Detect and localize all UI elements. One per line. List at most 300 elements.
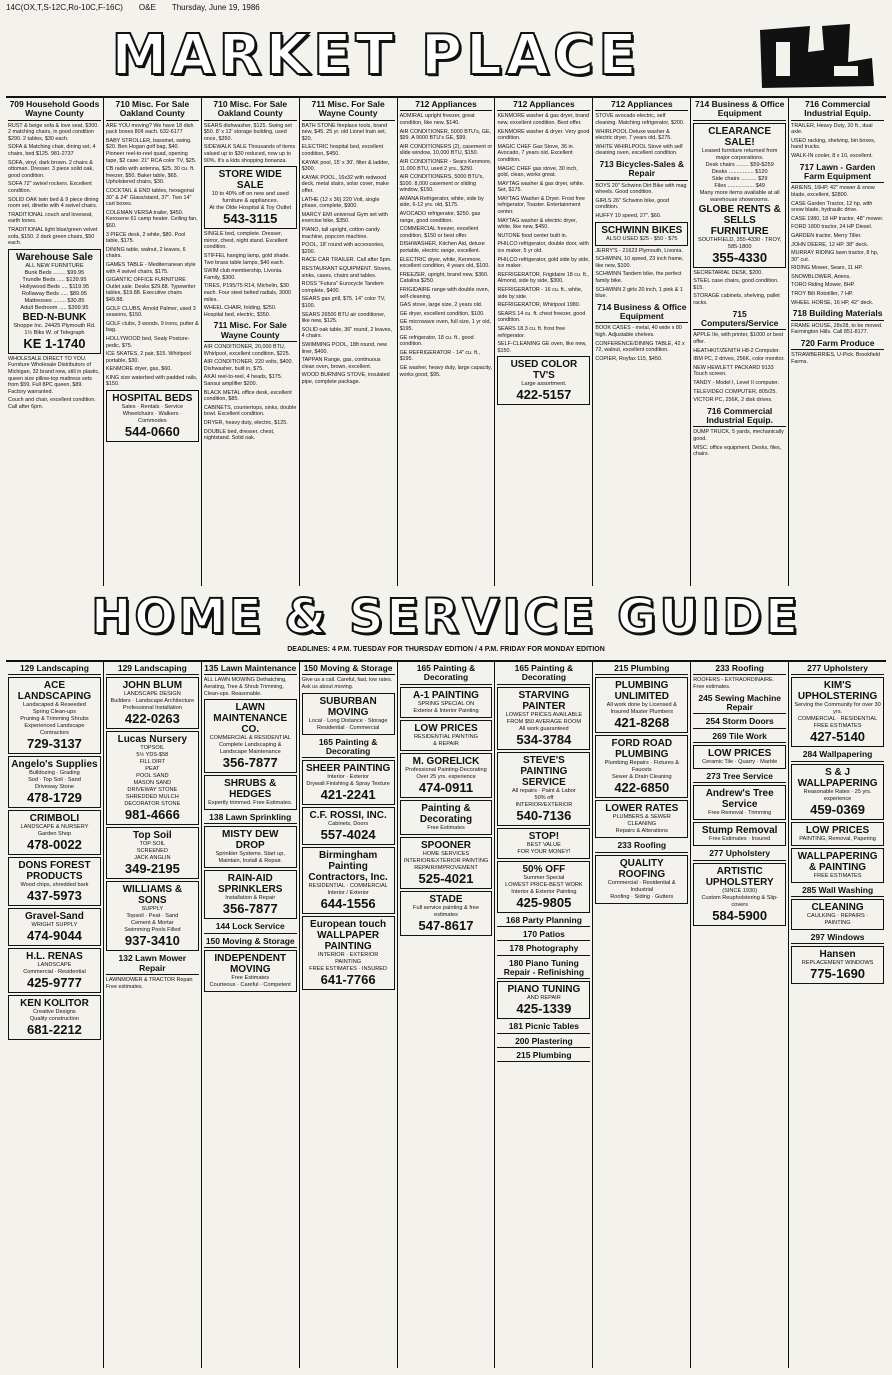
ad-box-store: GLOBE RENTS & SELLS FURNITURE xyxy=(698,203,781,237)
ad-box-line: SCREENED xyxy=(136,848,168,855)
classified-ad: ICE SKATES, 2 pair, $15. Whirlpool portable, $30. xyxy=(105,351,191,364)
ad-box-line: Exterior & Interior Painting xyxy=(413,707,479,714)
ad-box-title: S & J WALLPAPERING xyxy=(797,766,878,789)
ad-box xyxy=(302,807,395,845)
classified-ad: SOFA 72" swivel rockers. Excellent condition. xyxy=(8,181,92,195)
classified-ad: ROSS "Futura" Eurocycle Tandem complete, $400. xyxy=(301,281,384,294)
classified-ad: CABINETS, countertops, sinks, double bowl. Excellent condition. xyxy=(203,404,297,418)
ad-box-line: Landscaped & Reseeded xyxy=(23,702,86,709)
classified-ad: DISHWASHER, Kitchen Aid, deluxe portable, electric range, excellent. xyxy=(399,241,485,255)
ad-box-line: Free Estimates xyxy=(231,975,270,982)
ad-box-phone: 422-0263 xyxy=(124,711,180,727)
ad-box xyxy=(595,800,688,838)
ad-box-line: Spring Clean-ups xyxy=(32,709,77,716)
ad-box-title: SHRUBS & HEDGES xyxy=(224,778,277,801)
ad-box-line: Pruning & Trimming Shrubs xyxy=(20,716,89,723)
classified-ad: SINGLE bed, complete. Dresser, mirror, chest, night stand. Excellent condition. xyxy=(203,231,288,251)
classified-ad: MAGIC CHEF Gas Stove, 36 in. Avocado, 7 years old. Excellent condition. xyxy=(497,143,575,163)
ad-box-line: ALL NEW FURNITURE xyxy=(25,262,84,269)
ad-box-line: Garden Shop xyxy=(37,831,72,838)
ad-box-line: ALSO USED $25 - $50 - $75 xyxy=(606,235,678,242)
classified-ad: RUST & beige sofa & love seat, $300. 2 matching chairs, in good condition $290. 2 tables, $30 each. xyxy=(8,122,99,142)
ad-box-title: FORD ROAD PLUMBING xyxy=(611,738,673,761)
category-heading: 150 Moving & Storage xyxy=(302,663,395,675)
category-heading: 233 Roofing xyxy=(595,840,688,852)
classified-ad: FREEZER, upright, brand new, $360. Catalina $250. xyxy=(399,271,489,285)
category-heading: 181 Picnic Tables xyxy=(497,1021,590,1033)
ad-box-line: FOR YOUR MONEY! xyxy=(517,848,571,855)
guide-columns xyxy=(6,660,886,1368)
ad-box-line: (SINCE 1930) xyxy=(722,887,758,894)
ad-box-title: RAIN-AID SPRINKLERS xyxy=(218,873,283,896)
ad-box-title: Stump Removal xyxy=(701,825,778,837)
category-heading: 285 Wall Washing xyxy=(791,885,884,897)
classified-ad: NUTONE food center built in. xyxy=(497,232,568,239)
ad-box-line: Installation & Repair xyxy=(225,895,276,902)
classified-ad: PIANO, tall upright, cotton candy machine, popcorn machine. xyxy=(301,227,380,240)
classified-ad: HEATHKIT/ZENITH H8-2 Computer. xyxy=(693,347,780,354)
ad-box-line: Plumbing Repairs · Fixtures & Faucets xyxy=(604,760,679,774)
classified-ad: TORO Riding Mower, 8HP. xyxy=(791,282,856,289)
ad-box-line: Cement & Mortar xyxy=(131,920,174,927)
ad-box-phone: KE 1-1740 xyxy=(23,335,86,351)
classified-ad: WHOLESALE DIRECT TO YOU. Furniture Wholesale Distributors of Michigan, 32 brand new, still in plastic, queen size pillow-top mattress sets from $59. Full 8PC queen, $89. Factory warranted. xyxy=(8,355,100,395)
ad-box xyxy=(693,863,786,926)
ad-box-line: Commercial · Residential & Industrial xyxy=(607,879,676,893)
ad-box-phone: 356-7877 xyxy=(222,901,278,917)
ad-box-title: INDEPENDENT MOVING xyxy=(214,953,287,976)
classified-ad: FORD 1800 tractor, 24 HP Diesel. xyxy=(791,224,873,231)
ad-box-line: SHREDDED MULCH xyxy=(125,794,179,801)
column xyxy=(202,662,300,1368)
ad-box-line: Repairs & Alterations xyxy=(615,828,668,835)
classified-ad: STORAGE cabinets, shelving, pallet racks. xyxy=(693,293,780,307)
column xyxy=(789,98,886,586)
ad-box-title: DONS FOREST PRODUCTS xyxy=(18,860,91,883)
ad-box xyxy=(791,946,884,984)
classified-ad: WOOD BURNING STOVE, insulated pipe, complete package. xyxy=(301,372,390,385)
ad-box-line: REPAIR/IMPROVEMENT xyxy=(414,864,478,871)
ad-box-line: Expertly trimmed. Free Estimates. xyxy=(208,800,293,807)
classified-ad: AMANA Refrigerator, white, side by side, 6-12 yrs. old, $175. xyxy=(399,195,484,209)
classified-ad: WHITE WHIRLPOOL Stove with self cleaning oven, excellent condition. xyxy=(595,143,683,157)
classified-ad: ROOFERS - EXTRAORDINAIRE. Free estimates. xyxy=(693,677,775,690)
ad-box xyxy=(400,753,493,798)
ad-box-phone: 459-0369 xyxy=(810,801,866,817)
ad-box-line: Interior / Exterior xyxy=(327,890,369,897)
ad-box-title: LOW PRICES xyxy=(805,824,870,836)
classified-ad: WHEEL HORSE, 16 HP, 42" deck. xyxy=(791,299,874,306)
ad-box-line: 10 to 40% off on new and used furniture & appliances. xyxy=(211,191,289,205)
ad-box-line: FREE ESTIMATES xyxy=(813,723,862,730)
classified-ad: SNOWBLOWER, Ariens. xyxy=(791,273,851,280)
classified-ad: FRIGIDAIRE range with double oven, self-cleaning. xyxy=(399,287,490,300)
ad-box xyxy=(204,826,297,868)
classified-ad: APPLE IIe, with printer, $1000 or best offer. xyxy=(693,332,784,345)
folio: 14C(OX,T,S-12C,Ro-10C,F-16C) xyxy=(6,3,123,12)
ad-box xyxy=(497,687,590,750)
ad-box xyxy=(106,390,199,442)
category-heading: 135 Lawn Maintenance xyxy=(204,663,297,675)
guide-deadlines: DEADLINES: 4 P.M. TUESDAY FOR THURSDAY EDITION / 4 P.M. FRIDAY FOR MONDAY EDITION xyxy=(287,646,605,653)
ad-box xyxy=(791,822,884,846)
ad-box-title: STOP! xyxy=(528,830,560,842)
classified-ad: KAYAK POOL, 16x32 with redwood deck, metal stairs, solar cover, make offer. xyxy=(301,174,389,195)
ad-box-line: Full service painting & free estimates xyxy=(413,904,479,918)
column xyxy=(593,662,691,1368)
ad-box xyxy=(106,677,199,729)
classified-ad: AIR CONDITIONER, 220 volts, $400. Dishwasher, built in, $75. xyxy=(203,359,294,372)
ad-box-line: Sales · Rentals · Service xyxy=(121,404,184,411)
classified-ad: TRADITIONAL couch and loveseat, earth tones. xyxy=(8,211,93,225)
ad-box-line: Interior · Exterior xyxy=(327,774,369,781)
category-heading: 710 Misc. For Sale Oakland County xyxy=(106,99,199,121)
ad-box-line: Free Estimates xyxy=(427,824,465,831)
ad-box-title: Warehouse Sale xyxy=(16,251,93,263)
issue-date: Thursday, June 19, 1986 xyxy=(171,3,260,12)
ad-box xyxy=(302,760,395,805)
market-place-columns xyxy=(6,96,886,586)
category-heading: 284 Wallpapering xyxy=(791,749,884,761)
classified-ad: GE washer, heavy duty, large capacity, works good, $95. xyxy=(399,364,492,378)
category-heading: 129 Landscaping xyxy=(8,663,101,675)
ad-box-line: BEST VALUE xyxy=(526,841,561,848)
ad-box xyxy=(497,752,590,826)
classified-ad: GE microwave oven, full size, 1 yr old, $195. xyxy=(399,319,491,332)
ad-box-line: DECORATOR STONE xyxy=(124,801,181,808)
ad-box-phone: 641-7766 xyxy=(320,972,376,988)
ad-box xyxy=(400,687,493,718)
ad-box-line: Free Estimates · Insured xyxy=(709,836,771,843)
category-heading: 178 Photography xyxy=(497,943,590,955)
ad-box-line: FREE ESTIMATES xyxy=(813,872,862,879)
ad-box-phone: 937-3410 xyxy=(124,933,180,949)
ad-box xyxy=(204,775,297,810)
market-place-logo xyxy=(750,22,880,90)
ad-box-line: LOWEST PRICE-BEST WORK xyxy=(505,881,583,888)
ad-box-line: Over 25 yrs. experience xyxy=(416,773,476,780)
ad-box xyxy=(400,837,493,889)
ad-box-phone: 584-5900 xyxy=(712,907,768,923)
classified-ad: PHILCO refrigerator, gold side by side, ice maker. xyxy=(497,256,590,270)
category-heading: 711 Misc. For Sale Wayne County xyxy=(204,320,297,342)
column xyxy=(789,662,886,1368)
ad-box xyxy=(204,870,297,919)
ad-box-line: Large assortment. xyxy=(521,381,567,388)
ad-box-phone: 557-4024 xyxy=(320,827,376,843)
ad-box xyxy=(693,822,786,846)
ad-box-line: Topsoil · Peat · Sand xyxy=(126,913,179,920)
classified-ad: COPIER, Royfax 115, $450. xyxy=(595,355,663,362)
ad-box-title: PLUMBING UNLIMITED xyxy=(614,680,670,703)
ad-box-line: Ceramic Tile · Quarry · Marble xyxy=(702,758,778,765)
ad-box-title: European touch WALLPAPER PAINTING xyxy=(310,919,387,953)
ad-box xyxy=(595,677,688,733)
ad-box-phone: 478-1729 xyxy=(26,790,82,806)
ad-box-title: LOWER RATES xyxy=(605,803,679,815)
ad-box-title: ACE LANDSCAPING xyxy=(17,680,92,703)
ad-box-line: Driveway Stone xyxy=(34,784,75,791)
classified-ad: KING size waterbed with padded rails, $150. xyxy=(105,374,198,388)
ad-box-line: POOL SAND xyxy=(136,773,169,780)
ad-box-line: Residential · Commercial xyxy=(316,724,380,731)
category-heading: 215 Plumbing xyxy=(595,663,688,675)
classified-ad: GE REFRIGERATOR - 14" cu. ft., $195. xyxy=(399,349,481,363)
ad-box-line: TOPSOIL xyxy=(140,745,165,752)
ad-box-line: Courteous · Careful · Competent xyxy=(209,982,291,989)
classified-ad: REFRIGERATOR, Whirlpool 1980. xyxy=(497,302,581,309)
column xyxy=(593,98,691,586)
ad-box-line: Wood chips, shredded bark xyxy=(20,882,89,889)
classified-ad: CASE Garden Tractor, 12 hp, with snow blade, hydraulic drive. xyxy=(791,200,873,214)
classified-ad: Give us a call. Careful, fast, low rates. Ask us about moving. xyxy=(301,677,393,690)
ad-box-line: LANDSCAPE xyxy=(37,962,72,969)
classified-ad: FRAME HOUSE, 28x28, to be moved. Farmington Hills. Call 851-8177. xyxy=(791,322,883,336)
ad-box-line: Serving the Community for over 30 yrs. xyxy=(794,702,881,716)
classified-ad: ARE YOU moving? We have 18 dish pack boxes 80¢ each. 632-6177 xyxy=(105,122,194,136)
classified-ad: DRYER, heavy duty, electric, $125. xyxy=(203,420,288,426)
ad-box xyxy=(497,861,590,913)
classified-ad: RIDING Mower, Sears, 11 HP. xyxy=(791,265,863,272)
ad-box xyxy=(8,948,101,993)
classified-ad: AIR CONDITIONER, 5000 BTU's, GE, $99. A 9000 BTU's GE, $99. xyxy=(399,128,492,142)
ad-box-address: SOUTHFIELD, 355-4330 · TROY, 585-1800 xyxy=(697,236,782,250)
ad-box-line: RESIDENTIAL PAINTING xyxy=(413,733,479,740)
category-heading: 269 Tile Work xyxy=(693,731,786,743)
classified-ad: SWIM club membership, Livonia. Family, $300. xyxy=(203,268,283,281)
classified-ad: SCHWINN, 10 speed, 23 inch frame, like new, $100. xyxy=(595,256,684,269)
ad-box-title: ARTISTIC UPHOLSTERY xyxy=(705,865,774,888)
ad-box-line: DRIVEWAY STONE xyxy=(127,787,178,794)
ad-box xyxy=(400,891,493,936)
ad-box-line: At the Olde Hospital & Toy Outlet xyxy=(209,205,292,212)
classified-ad: TELEVIDEO COMPUTER, 805/25. xyxy=(693,388,777,395)
classified-ad: TANDY - Model I, Level II computer. xyxy=(693,379,780,386)
category-heading: 200 Plastering xyxy=(497,1036,590,1048)
classified-ad: GARDEN tractor, Merry Tiller. xyxy=(791,232,862,239)
ad-box-title: STEVE'S PAINTING SERVICE xyxy=(520,754,568,788)
ad-box-line: INTERIOR/EXTERIOR xyxy=(515,801,573,808)
classified-ad: WALK-IN cooler, 8 x 10, excellent. xyxy=(791,153,873,160)
ad-box-line: Custom Reupholstering & Slip-covers xyxy=(701,894,778,908)
ad-box xyxy=(791,677,884,747)
column xyxy=(6,98,104,586)
ad-box-phone: 534-3784 xyxy=(516,731,572,747)
classified-ad: MAGIC CHEF gas stove, 30 inch, gold, clean, works great. xyxy=(497,165,578,179)
ad-box xyxy=(204,950,297,992)
classified-ad: SWIMMING POOL, 18ft round, new liner, $400. xyxy=(301,341,388,355)
ad-box-line: AND REPAIR xyxy=(527,995,561,1002)
ad-box-line: INTERIOR/EXTERIOR PAINTING xyxy=(403,857,489,864)
ad-box-line: Reasonable Rates · 25 yrs. experience xyxy=(803,788,872,802)
ad-box-title: LOW PRICES xyxy=(414,722,478,734)
ad-box-line: Drywall Finishing & Spray Texture xyxy=(306,781,390,788)
ad-box-line: Swimming Pools Filled xyxy=(124,927,181,934)
column xyxy=(495,98,593,586)
classified-ad: KAYAK pool, 15' x 30', filter & ladder, $300. xyxy=(301,159,390,173)
classified-ad: CASE 1980, 18 HP tractor, 48" mower. xyxy=(791,215,884,222)
ad-box xyxy=(302,693,395,735)
classified-ad: AIR CONDITIONER - Sears Kenmore, 11,000 BTU, used 2 yrs., $250. xyxy=(399,158,492,172)
category-heading: 716 Commercial Industrial Equip. xyxy=(791,99,884,121)
ad-box-phone: 355-4330 xyxy=(712,249,768,265)
column xyxy=(300,662,398,1368)
classified-ad: MAYTAG Washer & Dryer. Frost free refrigerator, Toaster. Entertainment center. xyxy=(497,195,585,216)
ad-box-store: BED-N-BUNK xyxy=(22,311,87,323)
ad-box xyxy=(497,828,590,859)
classified-ad: TIRES, P195/75 R14, Michelin, $30 each. Four steel belted radials, 3000 miles. xyxy=(203,283,291,303)
ad-box-address: Shoppe Inc. 24425 Plymouth Rd. 1½ Blks W. of Telegraph xyxy=(13,322,96,336)
ad-box-title: Hansen xyxy=(819,949,856,961)
ad-box-phone: 525-4021 xyxy=(418,870,474,886)
category-heading: 277 Upholstery xyxy=(791,663,884,675)
ad-box-title: Andrew's Tree Service xyxy=(705,788,774,811)
ad-box-title: SHEER PAINTING xyxy=(305,763,391,775)
classified-ad: SEARS gas grill, $75. 14" color TV, $100. xyxy=(301,296,386,309)
ad-box-phone: 425-9805 xyxy=(516,894,572,910)
classified-ad: BATH STONE fireplace tools, brand new, $45. 25 yr. old Lionel train set, $20. xyxy=(301,122,388,142)
ad-box-title: MISTY DEW DROP xyxy=(221,829,279,852)
classified-ad: Couch and chair, excellent condition. Call after 6pm. xyxy=(8,397,96,410)
ad-box-line: Wheelchairs · Walkers · Commodes xyxy=(122,411,182,425)
classified-ad: SOLID oak table, 36" round, 2 leaves, 4 chairs. xyxy=(301,326,392,340)
category-heading: 165 Painting & Decorating xyxy=(302,737,395,759)
ad-box-line: Desk chairs ........ $59-$259 xyxy=(705,161,774,168)
ad-box xyxy=(204,699,297,773)
classified-ad: CB radio with antenna, $25. 30 cu. ft. freezer, $50. Baker table, $65. Upholstered chairs, $30. xyxy=(105,166,195,186)
ad-box-phone: 421-8268 xyxy=(614,715,670,731)
column xyxy=(202,98,300,586)
classified-ad: DUMP TRUCK, 5 yards, mechanically good. xyxy=(693,429,784,442)
ad-box-line: Cabinets, Doors xyxy=(328,821,369,828)
ad-box xyxy=(204,166,297,229)
ad-box-line: LANDSCAPE DESIGN xyxy=(123,691,181,698)
ad-box xyxy=(595,735,688,798)
classified-ad: GIGANTIC OFFICE FURNITURE Outlet sale. Desks $29.88. Typewriter tables, $19.88. Executive chairs $49.88. xyxy=(105,277,196,303)
category-heading: 150 Moving & Storage xyxy=(204,936,297,948)
ad-box-title: WILLIAMS & SONS xyxy=(122,884,183,907)
ad-box-title: STARVING PAINTER xyxy=(518,689,570,712)
classified-ad: USED racking, shelving, bin boxes, hand trucks. xyxy=(791,137,876,151)
classified-ad: BOYS 20" Schwinn Dirt Bike with mag wheels. Good condition. xyxy=(595,182,687,196)
classified-ad: RACE CAR TRAILER. Call after 5pm. xyxy=(301,257,392,264)
classified-ad: NEW HEWLETT PACKARD 9133 Touch screen. xyxy=(693,364,774,378)
classified-ad: JOHN DEERE, 12 HP. 38" deck. xyxy=(791,241,869,248)
classified-ad: STIFFEL hanging lamp, gold shade. Two brass table lamps, $40 each. xyxy=(203,253,290,266)
classified-ad: ELECTRIC hospital bed, excellent condition, $450. xyxy=(301,144,384,158)
classified-ad: SCHWINN 2 girls 20 inch, 1 pink & 1 blue. xyxy=(595,286,683,300)
ad-box xyxy=(8,857,101,906)
classified-ad: AIR CONDITIONERS (2), casement or slide window, 10,000 BTU, $150. xyxy=(399,143,493,157)
classified-ad: TRADITIONAL light blue/green velvet sofa, $150. 2 dark green chairs, $50 each. xyxy=(8,227,98,247)
ad-box-line: Free Removal · Trimming xyxy=(708,810,772,817)
ad-box-line: RESIDENTIAL · COMMERCIAL xyxy=(308,883,388,890)
classified-ad: STEEL case chairs, good condition. $15. xyxy=(693,278,779,291)
ad-box-phone: 425-9777 xyxy=(26,975,82,991)
ad-box-line: Creative Designs xyxy=(33,1009,76,1016)
ad-box-title: H.L. RENAS xyxy=(26,951,83,963)
classified-ad: MISC. office equipment. Desks, files, chairs. xyxy=(693,444,782,458)
classified-ad: COLEMAN VERSA trailer, $450. Kerosene 61 camp heater. Ceiling fan, $60. xyxy=(105,209,198,229)
column xyxy=(300,98,398,586)
ad-box-title: QUALITY ROOFING xyxy=(618,857,666,880)
ad-box-phone: 437-5973 xyxy=(26,888,82,904)
ad-box-title: LOW PRICES xyxy=(708,747,772,759)
category-heading: 713 Bicycles-Sales & Repair xyxy=(595,159,688,181)
ad-box-title: USED COLOR TV'S xyxy=(510,359,578,382)
ad-box-line: FROM $50 AVERAGE ROOM xyxy=(506,718,581,725)
category-heading: 277 Upholstery xyxy=(693,848,786,860)
ad-box xyxy=(497,356,590,405)
classified-ad: ELECTRIC dryer, white, Kenmore, excellent condition, 4 years old, $100. xyxy=(399,256,490,270)
category-heading: 165 Painting & Decorating xyxy=(497,663,590,685)
ad-box-line: All work guaranteed xyxy=(519,725,569,732)
ad-box-phone: 681-2212 xyxy=(26,1022,82,1038)
ad-box-line: FREE ESTIMATES · INSURED xyxy=(309,966,388,973)
ad-box-line: TOP SOIL xyxy=(139,841,166,848)
ad-box-line: Bulldozing · Grading xyxy=(29,770,80,777)
column xyxy=(691,662,789,1368)
ad-box-title: STORE WIDE SALE xyxy=(218,169,282,192)
classified-ad: TRAILER, Heavy Duty, 20 ft., dual axle. xyxy=(791,122,873,136)
classified-ad: TROY Bilt Rototiller, 7 HP. xyxy=(791,291,854,298)
ad-box-line: Summer Special xyxy=(523,874,565,881)
column xyxy=(398,662,496,1368)
ad-box-line: Many more items available at all warehouse showrooms. xyxy=(699,189,780,203)
ad-box-line: Sewer & Drain Cleaning xyxy=(611,774,672,781)
ad-box-line: PLUMBERS & SEWER CLEANING xyxy=(612,814,671,828)
ad-box-phone: 775-1690 xyxy=(810,966,866,982)
ad-box-title: SUBURBAN MOVING xyxy=(319,695,377,718)
classified-ad: SELF-CLEANING GE oven, like new, $150. xyxy=(497,341,587,354)
ad-box-line: Bunk Beds ........ $99.95 xyxy=(24,269,85,276)
category-heading: 170 Patios xyxy=(497,929,590,941)
classified-ad: BABY STROLLER, bassinet, swing. $20. Ben Hogan golf bag, $40. Pioneer reel-to-reel quad, opening tape, $2 case. 21" RCA color TV, $25. xyxy=(105,137,197,164)
ad-box-line: Interior & Exterior Painting xyxy=(511,888,577,895)
classified-ad: COMMERCIAL freezer, excellent condition, $150 or best offer. xyxy=(399,226,479,239)
ad-box-title: Birmingham Painting Contractors, Inc. xyxy=(308,850,388,884)
classified-ad: SOFA & Matching chair, dining set, 4 chairs, bed $125. 981-2737 xyxy=(8,144,96,158)
category-heading: 709 Household Goods Wayne County xyxy=(8,99,101,121)
classified-ad: AIR CONDITIONER, 20,000 BTU, Whirlpool, excellent condition, $225. xyxy=(203,344,291,357)
category-heading: 720 Farm Produce xyxy=(791,338,884,350)
ad-box-line: Roofing · Siding · Gutters xyxy=(610,893,674,900)
ad-box xyxy=(693,785,786,820)
classified-ad: SIDEWALK SALE Thousands of items valued up to $30 reduced, now up to 90%. It's a kids shopping bonanza. xyxy=(203,144,296,164)
ad-box-title: Gravel-Sand xyxy=(24,911,84,923)
ad-box-title: A-1 PAINTING xyxy=(413,689,479,701)
ad-box xyxy=(693,745,786,769)
classified-ad: LATHE (12 x 36) 220 Volt, single phase, complete, $900. xyxy=(301,196,380,210)
ad-box xyxy=(8,249,101,354)
ad-box-title: CLEARANCE SALE! xyxy=(708,125,772,148)
ad-box xyxy=(791,764,884,820)
category-heading: 718 Building Materials xyxy=(791,308,884,320)
classified-ad: LAWNMOWER & TRACTOR Repair. Free estimates. xyxy=(105,977,194,990)
classified-ad: VICTOR PC, 256K, 2 disk drives. xyxy=(693,397,773,404)
column xyxy=(6,662,104,1368)
category-heading: 714 Business & Office Equipment xyxy=(595,302,688,324)
category-heading: 254 Storm Doors xyxy=(693,716,786,728)
column xyxy=(104,98,202,586)
ad-box xyxy=(106,827,199,879)
ad-box-line: Side chairs .......... $29 xyxy=(711,175,768,182)
ad-box xyxy=(791,848,884,883)
ad-box-line: Commercial · Residential xyxy=(23,969,86,976)
category-heading: 132 Lawn Mower Repair xyxy=(106,953,199,975)
classified-ad: STOVE avocado electric, self cleaning. Matching refrigerator, $200. xyxy=(595,113,685,126)
ad-box-title: KEN KOLITOR xyxy=(20,998,89,1010)
